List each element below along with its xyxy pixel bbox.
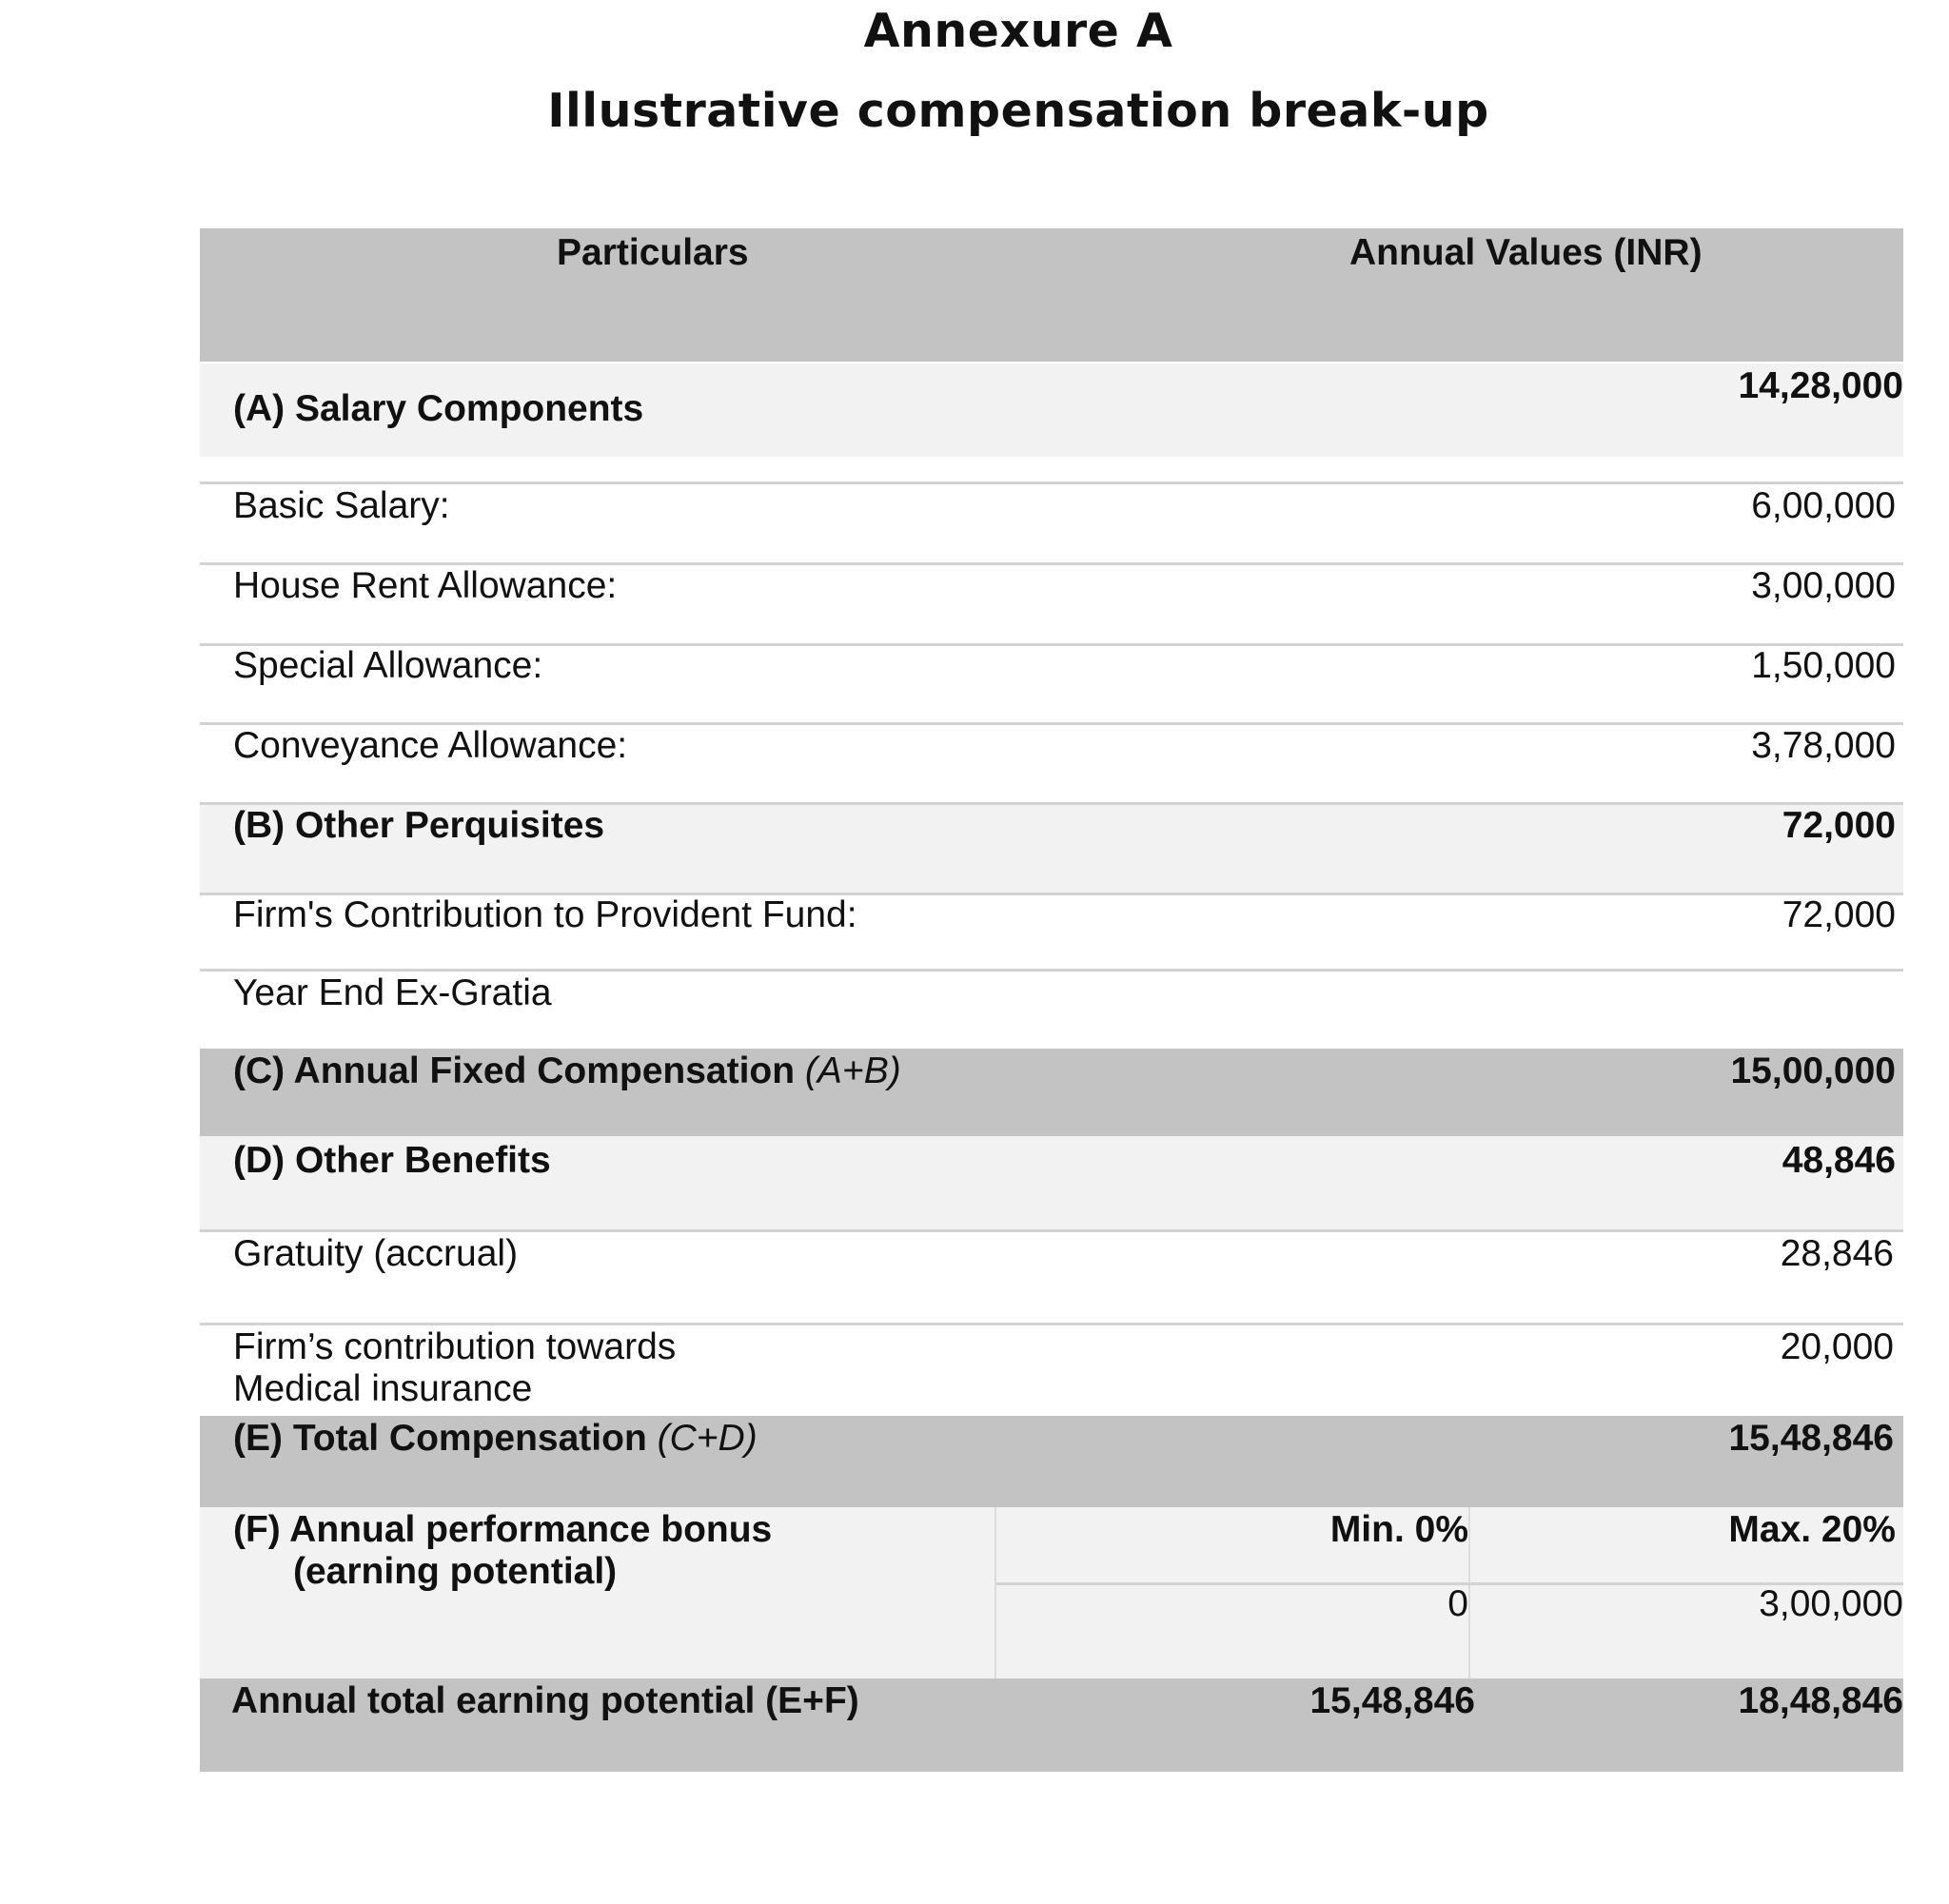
row-divider bbox=[200, 1229, 1903, 1232]
total-potential-min-value: 15,48,846 bbox=[1309, 1680, 1475, 1721]
row-divider bbox=[200, 969, 1903, 972]
conveyance-allowance-label: Conveyance Allowance: bbox=[233, 725, 628, 766]
column-header-annual-values: Annual Values (INR) bbox=[1349, 232, 1703, 273]
section-a-value: 14,28,000 bbox=[1738, 365, 1903, 406]
section-e-label: (E) Total Compensation bbox=[233, 1418, 647, 1459]
basic-salary-label: Basic Salary: bbox=[233, 485, 450, 526]
hra-value: 3,00,000 bbox=[1751, 565, 1896, 606]
provident-fund-value: 72,000 bbox=[1782, 894, 1896, 935]
section-f-label-line2: (earning potential) bbox=[293, 1551, 618, 1592]
column-divider bbox=[1468, 1507, 1470, 1678]
gratuity-label: Gratuity (accrual) bbox=[233, 1233, 519, 1274]
provident-fund-label: Firm's Contribution to Provident Fund: bbox=[233, 894, 857, 935]
section-a-label: (A) Salary Components bbox=[233, 388, 644, 429]
gratuity-value: 28,846 bbox=[1780, 1233, 1894, 1274]
section-f-label-line1: (F) Annual performance bonus bbox=[233, 1509, 773, 1550]
section-b-value: 72,000 bbox=[1782, 805, 1896, 846]
row-divider bbox=[200, 481, 1903, 484]
section-d-label: (D) Other Benefits bbox=[233, 1140, 551, 1181]
ex-gratia-label: Year End Ex-Gratia bbox=[233, 972, 552, 1013]
section-b-label: (B) Other Perquisites bbox=[233, 805, 605, 846]
special-allowance-value: 1,50,000 bbox=[1751, 645, 1896, 686]
basic-salary-value: 6,00,000 bbox=[1751, 485, 1896, 526]
medical-insurance-label-line2: Medical insurance bbox=[233, 1368, 533, 1409]
total-potential-max-value: 18,48,846 bbox=[1738, 1680, 1903, 1721]
medical-insurance-value: 20,000 bbox=[1780, 1326, 1894, 1367]
section-e-formula: (C+D) bbox=[657, 1418, 758, 1459]
section-c-label-group bbox=[233, 1050, 901, 1092]
page-title: Annexure A bbox=[863, 4, 1173, 58]
hra-label: House Rent Allowance: bbox=[233, 565, 618, 606]
section-c-value: 15,00,000 bbox=[1730, 1050, 1896, 1091]
row-divider bbox=[200, 1323, 1903, 1325]
page-subtitle: Illustrative compensation break-up bbox=[547, 84, 1489, 138]
conveyance-allowance-value: 3,78,000 bbox=[1751, 725, 1896, 766]
total-potential-label: Annual total earning potential (E+F) bbox=[231, 1680, 859, 1721]
section-c-formula: (A+B) bbox=[804, 1050, 901, 1091]
section-d-value: 48,846 bbox=[1782, 1140, 1896, 1181]
section-f-max-label: Max. 20% bbox=[1728, 1509, 1896, 1550]
section-f-max-value: 3,00,000 bbox=[1759, 1583, 1903, 1624]
special-allowance-label: Special Allowance: bbox=[233, 645, 543, 686]
section-f-min-label: Min. 0% bbox=[1329, 1509, 1468, 1550]
section-e-label-group bbox=[233, 1418, 758, 1460]
section-e-value: 15,48,846 bbox=[1728, 1418, 1894, 1459]
medical-insurance-label-line1: Firm’s contribution towards bbox=[233, 1326, 677, 1367]
column-header-particulars: Particulars bbox=[557, 232, 749, 273]
section-c-label: (C) Annual Fixed Compensation bbox=[233, 1050, 796, 1091]
section-f-min-value: 0 bbox=[1447, 1583, 1468, 1624]
